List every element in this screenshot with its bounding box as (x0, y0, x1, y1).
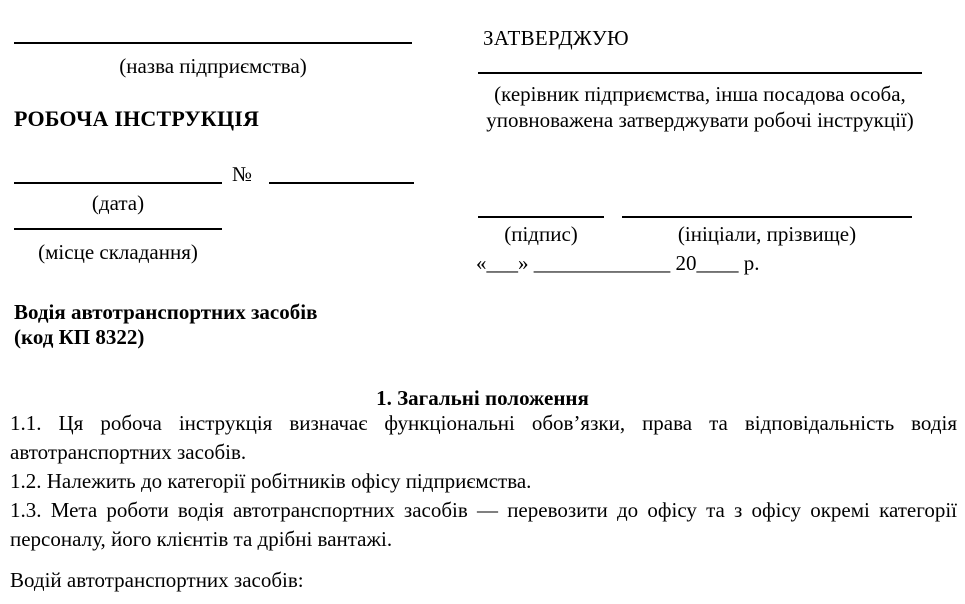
organization-name-rule (14, 42, 412, 44)
document-title: РОБОЧА ІНСТРУКЦІЯ (14, 106, 260, 131)
place-blank-rule (14, 228, 222, 230)
approval-word: ЗАТВЕРДЖУЮ (483, 26, 629, 50)
date-blank-rule (14, 182, 222, 184)
place-caption: (місце складання) (38, 240, 198, 264)
organization-name-caption: (назва підприємства) (119, 54, 307, 78)
header-left-column (0, 0, 460, 290)
paragraph-1-1: 1.1. Ця робоча інструкція визначає функціональні обов’язки, права та відповідальність водія автотранспортних засобів. (10, 411, 957, 464)
date-caption: (дата) (91, 191, 145, 215)
closing-line: Водій автотранспортних засобів: (10, 568, 304, 592)
section-body (10, 409, 957, 554)
job-title-block (14, 300, 574, 350)
paragraph-1-3: 1.3. Мета роботи водія автотранспортних засобів — перевозити до офісу та з офісу окремі категорії персоналу, його клієнтів та дрібні вантажі. (10, 498, 957, 551)
approver-blank-rule (478, 72, 922, 74)
job-title-line-1: Водія автотранспортних засобів (14, 300, 318, 324)
signature-caption: (підпис) (504, 222, 578, 246)
number-blank-rule (269, 182, 414, 184)
document-header (0, 0, 965, 290)
date-and-number-row (14, 162, 434, 188)
signature-blank-rule (478, 216, 604, 218)
header-right-column (460, 0, 965, 290)
number-sign-label: № (232, 162, 253, 186)
job-title-line-2: (код КП 8322) (14, 325, 145, 349)
paragraph-1-2: 1.2. Належить до категорії робітників офісу підприємства. (10, 469, 532, 493)
approver-caption: (керівник підприємства, інша посадова особа, уповноважена затверджувати робочі інструкції) (486, 82, 914, 132)
name-caption: (ініціали, прізвище) (677, 222, 857, 246)
approval-date-line: «___» _____________ 20____ р. (476, 251, 760, 275)
section-heading: 1. Загальні положення (376, 386, 589, 410)
name-blank-rule (622, 216, 912, 218)
